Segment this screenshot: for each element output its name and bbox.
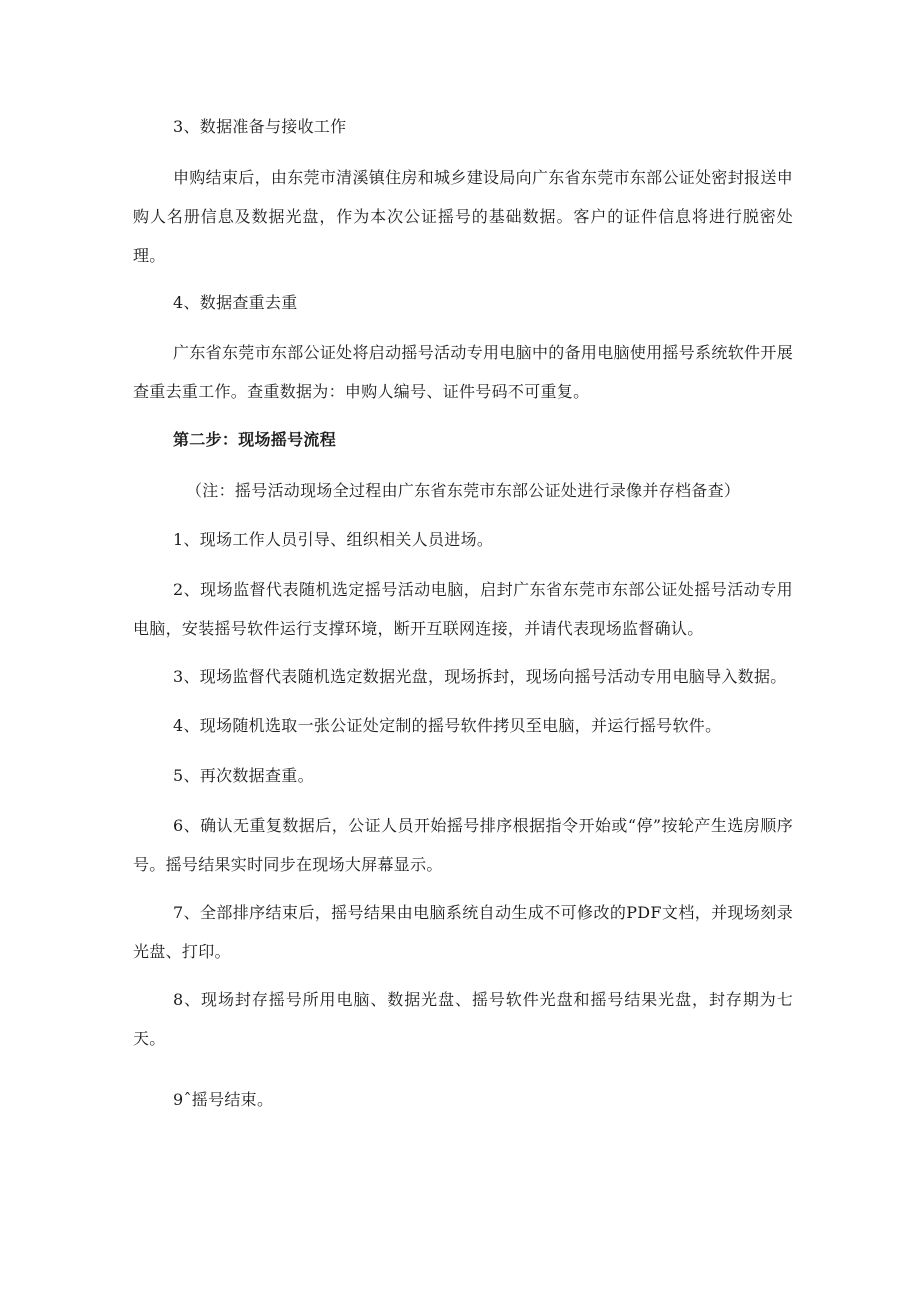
paragraph-data-prep: 申购结束后，由东莞市清溪镇住房和城乡建设局向广东省东莞市东部公证处密封报送申购人名册信息及数据光盘，作为本次公证摇号的基础数据。客户的证件信息将进行脱密处理。 <box>133 168 793 265</box>
list-item-6: 6、确认无重复数据后，公证人员开始摇号排序根据指令开始或“停”按轮产生选房顺序号。摇号结果实时同步在现场大屏幕显示。 <box>133 816 793 874</box>
note-paragraph: （注：摇号活动现场全过程由广东省东莞市东部公证处进行录像并存档备查） <box>186 481 741 500</box>
section-heading-dedup: 4、数据查重去重 <box>173 293 298 312</box>
section-heading-data-prep: 3、数据准备与接收工作 <box>173 117 347 136</box>
list-item-2: 2、现场监督代表随机选定摇号活动电脑，启封广东省东莞市东部公证处摇号活动专用电脑，安装摇号软件运行支撑环境，断开互联网连接，并请代表现场监督确认。 <box>133 580 793 638</box>
list-item-1: 1、现场工作人员引导、组织相关人员进场。 <box>173 530 494 549</box>
list-item-7: 7、全部排序结束后，摇号结果由电脑系统自动生成不可修改的PDF文档，并现场刻录光盘、打印。 <box>133 903 793 961</box>
paragraph-dedup: 广东省东莞市东部公证处将启动摇号活动专用电脑中的备用电脑使用摇号系统软件开展查重去重工作。查重数据为：申购人编号、证件号码不可重复。 <box>133 343 793 401</box>
list-item-5: 5、再次数据查重。 <box>173 766 314 785</box>
step-two-heading: 第二步：现场摇号流程 <box>173 430 337 449</box>
list-item-9: 9ˆ摇号结束。 <box>173 1090 274 1109</box>
list-item-3: 3、现场监督代表随机选定数据光盘，现场拆封，现场向摇号活动专用电脑导入数据。 <box>173 667 787 686</box>
list-item-8: 8、现场封存摇号所用电脑、数据光盘、摇号软件光盘和摇号结果光盘，封存期为七天。 <box>133 990 793 1048</box>
list-item-4: 4、现场随机选取一张公证处定制的摇号软件拷贝至电脑，并运行摇号软件。 <box>173 716 722 735</box>
